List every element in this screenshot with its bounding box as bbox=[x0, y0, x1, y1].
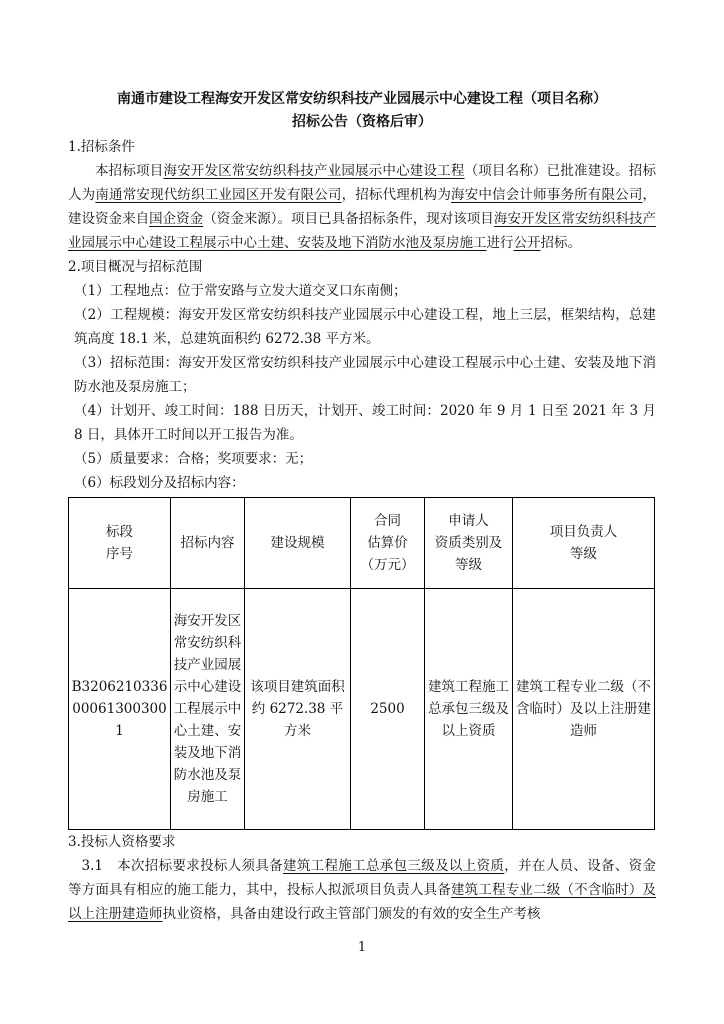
project-scale: （2）工程规模：海安开发区常安纺织科技产业园展示中心建设工程，地上三层，框架结构，总建筑高度 18.1 米，总建筑面积约 6272.38 平方米。 bbox=[74, 307, 656, 347]
table-row bbox=[69, 589, 655, 830]
header-scale: 建设规模 bbox=[245, 498, 351, 589]
section-2-heading: 2.项目概况与招标范围 bbox=[68, 259, 203, 275]
document-title: 南通市建设工程海安开发区常安纺织科技产业园展示中心建设工程（项目名称） bbox=[117, 91, 607, 107]
cell-price: 2500 bbox=[351, 589, 425, 830]
header-price: 合同 估算价 （万元） bbox=[351, 498, 425, 589]
header-manager: 项目负责人 等级 bbox=[513, 498, 655, 589]
cell-manager: 建筑工程专业二级（不含临时）及以上注册建造师 bbox=[513, 589, 655, 830]
cell-content: 海安开发区常安纺织科技产业园展示中心建设工程展示中心土建、安装及地下消防水池及泵房施工 bbox=[171, 589, 245, 830]
page-number: 1 bbox=[357, 940, 367, 955]
section-3-heading: 3.投标人资格要求 bbox=[68, 834, 176, 850]
document-subtitle: 招标公告（资格后审） bbox=[292, 114, 432, 130]
tender-scope: （3）招标范围：海安开发区常安纺织科技产业园展示中心建设工程展示中心土建、安装及地下消防水池及泵房施工； bbox=[74, 355, 656, 395]
table-header-row bbox=[69, 498, 655, 589]
section-3-paragraph: 3.1 本次招标要求投标人须具备建筑工程施工总承包三级及以上资质，并在人员、设备、资金等方面具有相应的施工能力，其中，投标人拟派项目负责人具备建筑工程专业二级（不含临时）及以上注册建造师执业资格，具备由建设行政主管部门颁发的有效的安全生产考核 bbox=[68, 858, 657, 922]
construction-period: （4）计划开、竣工时间：188 日历天，计划开、竣工时间：2020 年 9 月 1 日至 2021 年 3 月 8 日，具体开工时间以开工报告为准。 bbox=[74, 403, 656, 443]
header-qualification: 申请人 资质类别及 等级 bbox=[425, 498, 513, 589]
header-lot-no: 标段 序号 bbox=[69, 498, 171, 589]
header-content: 招标内容 bbox=[171, 498, 245, 589]
lot-division-heading: （6）标段划分及招标内容： bbox=[74, 475, 245, 491]
quality-requirement: （5）质量要求：合格；奖项要求：无； bbox=[74, 451, 313, 467]
lot-table bbox=[68, 497, 655, 830]
cell-lot-no: B3206210336000613003001 bbox=[69, 589, 171, 830]
section-1-paragraph: 本招标项目海安开发区常安纺织科技产业园展示中心建设工程（项目名称）已批准建设。招标人为南通常安现代纺织工业园区开发有限公司，招标代理机构为海安中信会计师事务所有限公司，建设资金来自国企资金（资金来源）。项目已具备招标条件，现对该项目海安开发区常安纺织科技产业园展示中心建设工程展示中心土建、安装及地下消防水池及泵房施工进行公开招标。 bbox=[68, 163, 657, 251]
section-1-heading: 1.招标条件 bbox=[68, 139, 135, 155]
cell-qualification: 建筑工程施工总承包三级及以上资质 bbox=[425, 589, 513, 830]
project-location: （1）工程地点：位于常安路与立发大道交叉口东南侧； bbox=[74, 283, 407, 299]
cell-scale: 该项目建筑面积约 6272.38 平方米 bbox=[245, 589, 351, 830]
document-page bbox=[68, 88, 656, 926]
